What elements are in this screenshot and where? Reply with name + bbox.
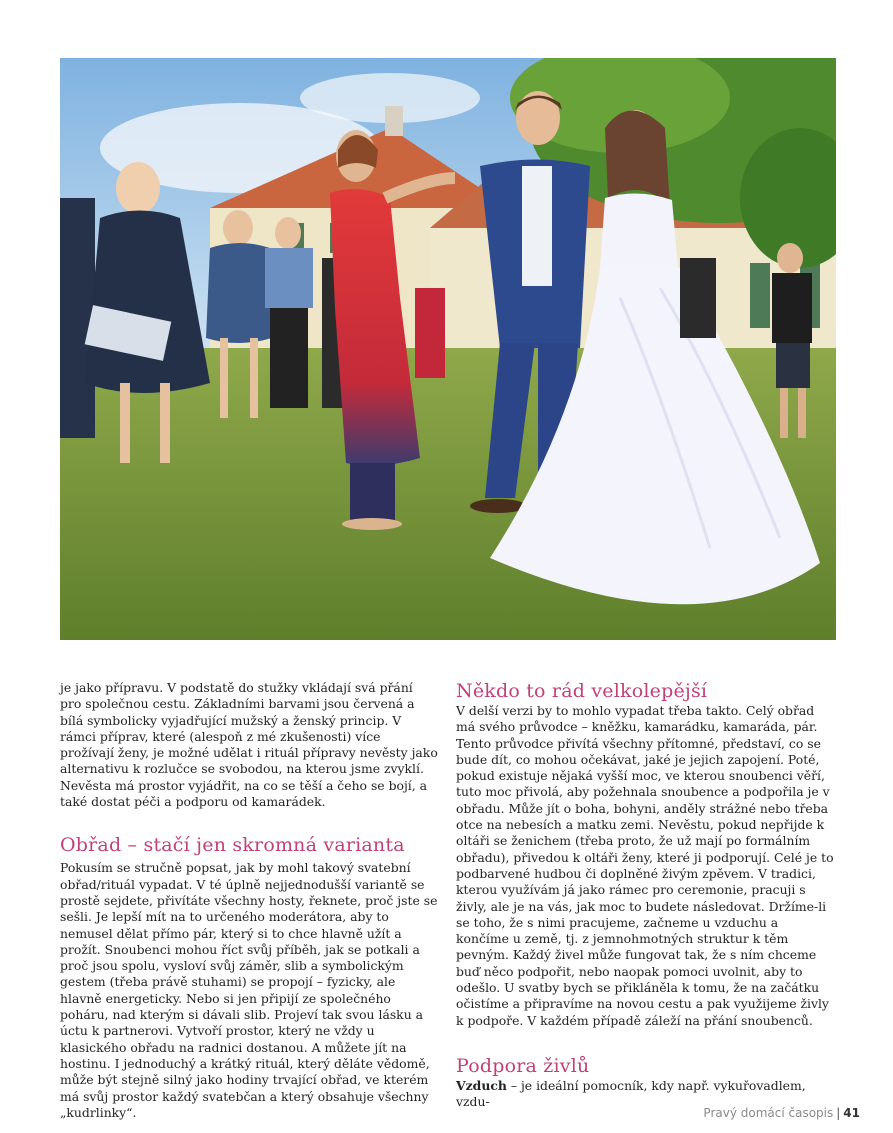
photo-illustration <box>60 58 836 640</box>
footer-separator: | <box>836 1106 841 1120</box>
body-paragraph: je jako přípravu. V podstatě do stužky vkládají svá přání pro společnou cestu. Základními barvami jsou červená a bílá symbolicky vyjadřující mužský a ženský princip. V rámci příprav, které (alespoň z mé zkušenosti) více prožívají ženy, je možné udělat i rituál přípravy nevěsty jako alternativu k rozlučce se svobodou, na kterou jsme zvyklí. Nevěsta má prostor vyjádřit, na co se těší a čeho se bojí, a také dostat péči a podporu od kamarádek. <box>60 680 438 810</box>
page-number: 41 <box>843 1106 860 1120</box>
page-footer <box>703 1106 860 1120</box>
section-heading: Někdo to rád velkolepější <box>456 680 708 702</box>
wedding-ceremony-photo <box>60 58 836 640</box>
magazine-name: Pravý domácí časopis <box>703 1106 834 1120</box>
lead-text: – je ideální pomocník, kdy např. vykuřovadlem, vzdu- <box>456 1077 806 1110</box>
left-column <box>60 680 438 1121</box>
right-column <box>456 680 834 1111</box>
section-heading: Podpora živlů <box>456 1054 590 1077</box>
section-heading: Obřad – stačí jen skromná varianta <box>60 834 405 857</box>
body-paragraph: Pokusím se stručně popsat, jak by mohl takový svatební obřad/rituál vypadat. V té úplně nejjednodušší variantě se prostě sejdete, přivítáte všechny hosty, řeknete, proč jste se sešli. Je lepší mít na to určeného moderátora, aby to nemusel dělat přímo pár, který si to chce hlavně užít a prožít. Snoubenci mohou říct svůj příběh, jak se potkali a proč jsou spolu, vysloví svůj záměr, slib a symbolickým gestem (třeba právě stuhami) se propojí – fyzicky, ale hlavně energeticky. Nebo si jen připijí ze společného poháru, nad kterým si dávali slib. Projeví tak svou lásku a úctu k partnerovi. Vytvoří prostor, který ne vždy u klasického obřadu na radnici dostanou. A můžete jít na hostinu. I jednoduchý a krátký rituál, který děláte vědomě, může být stejně silný jako hodiny trvající obřad, ve kterém má svůj prostor každý svatebčan a který obsahuje všechny „kudrlinky“. <box>60 860 438 1120</box>
lead-term: Vzduch <box>456 1077 507 1093</box>
body-paragraph: V delší verzi by to mohlo vypadat třeba takto. Celý obřad má svého průvodce – kněžku, kamarádku, kamaráda, pár. Tento průvodce přivítá všechny přítomné, představí, co se bude dít, co mohou očekávat, jaké je jejich zapojení. Poté, pokud existuje nějaká vyšší moc, ve kterou snoubenci věří, tuto moc přivolá, aby požehnala snoubence a podpořila je v obřadu. Může jít o boha, bohyni, anděly strážné nebo třeba otce na nebesích a matku zemi. Nevěstu, pokud nepřijde k oltáři se ženichem (třeba proto, že už mají po formálním obřadu), přivedou k oltáři ženy, které ji podporují. Celé je to podbarvené hudbou či doplněné živým zpěvem. V tradici, kterou využívám já jako rámec pro ceremonie, pracuji s živly, ale je na vás, jak moc to budete následovat. Držíme-li se toho, že s nimi pracujeme, začneme u vzduchu a končíme u země, tj. z jemnohmotných struktur k těm pevným. Každý živel může fungovat tak, že s ním chceme buď něco podpořit, nebo naopak pomoci uvolnit, aby to odešlo. U svatby bych se přikláněla k tomu, že na začátku očistíme a připravíme na novou cestu a pak využijeme živly k podpoře. V každém případě záleží na přání snoubenců. <box>456 703 834 1028</box>
